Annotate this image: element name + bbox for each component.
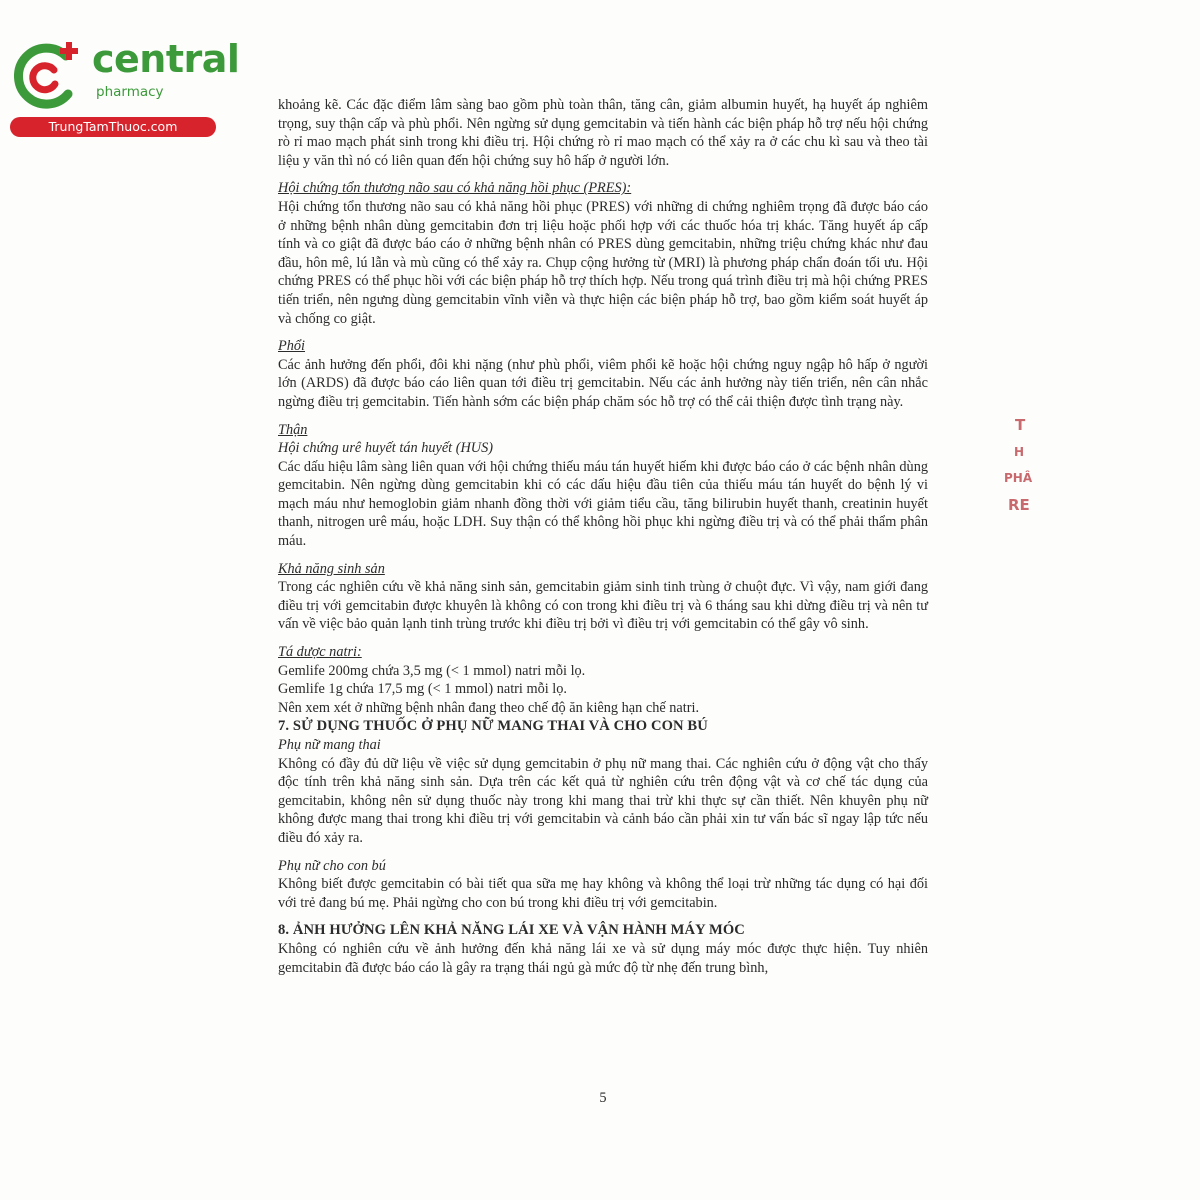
brand-name: central	[92, 37, 240, 81]
sodium-heading: Tá dược natri:	[278, 644, 362, 661]
fertility-paragraph: Trong các nghiên cứu về khả năng sinh sản, gemcitabin giảm sinh tinh trùng ở chuột đực. Vì vậy, nam giới đang điều trị với gemcitabin được khuyên là không có con trong khi điều trị và 6 tháng sau khi dừng điều trị và nên tư vấn về việc bảo quản lạnh tinh trùng trước khi điều trị bởi vì điều trị với gemcitabin có thể gây vô sinh.	[278, 579, 928, 633]
breastfeeding-paragraph: Không biết được gemcitabin có bài tiết qua sữa mẹ hay không và không thể loại trừ những tác dụng có hại đối với trẻ đang bú mẹ. Phải ngừng cho con bú trong khi điều trị với gemcitabin.	[278, 876, 928, 911]
page-number: 5	[599, 1090, 607, 1106]
fertility-heading: Khả năng sinh sản	[278, 560, 385, 577]
pregnant-paragraph: Không có đầy đủ dữ liệu về việc sử dụng gemcitabin ở phụ nữ mang thai. Các nghiên cứu ở động vật cho thấy độc tính trên khả năng sinh sản. Dựa trên các kết quả từ nghiên cứu trên động vật và cơ chế tác dụng của gemcitabin, không nên sử dụng thuốc này trong khi mang thai trừ khi thực sự cần thiết. Nên khuyên phụ nữ không được mang thai trong khi điều trị với gemcitabin và cảnh báo cần phải xin tư vấn bác sĩ ngay lập tức nếu điều đó xảy ra.	[278, 755, 928, 846]
pregnant-heading: Phụ nữ mang thai	[278, 737, 381, 753]
brand-url-badge[interactable]: TrungTamThuoc.com	[10, 117, 216, 137]
red-stamp-fragment	[1000, 398, 1040, 568]
pres-paragraph: Hội chứng tổn thương não sau có khả năng hồi phục (PRES) với những di chứng nghiêm trọng đã được báo cáo ở những bệnh nhân dùng gemcitabin đơn trị liệu hoặc phối hợp với các thuốc hóa trị khác. Tăng huyết áp cấp tính và co giật đã được báo cáo ở những bệnh nhân có PRES dùng gemcitabin, những triệu chứng khác như đau đầu, hôn mê, lú lẫn và mù cũng có thể xảy ra. Chụp cộng hưởng từ (MRI) là phương pháp chẩn đoán tối ưu. Hội chứng PRES có thể phục hồi với các biện pháp hỗ trợ thích hợp. Nếu trong quá trình điều trị mà hội chứng PRES tiến triển, nên ngưng dùng gemcitabin vĩnh viễn và thực hiện các biện pháp hỗ trợ, bao gồm kiểm soát huyết áp và chống co giật.	[278, 198, 928, 327]
pharmacy-logo[interactable]	[8, 36, 240, 136]
section-8-heading: 8. ẢNH HƯỞNG LÊN KHẢ NĂNG LÁI XE VÀ VẬN HÀNH MÁY MÓC	[278, 922, 745, 939]
stamp-text: T	[1015, 416, 1026, 434]
pharmacy-cross-icon	[8, 36, 88, 116]
document-page	[278, 96, 928, 977]
sodium-line: Nên xem xét ở những bệnh nhân đang theo chế độ ăn kiêng hạn chế natri.	[278, 699, 700, 716]
stamp-text: PHÂ	[1004, 471, 1033, 485]
hus-paragraph: Các dấu hiệu lâm sàng liên quan với hội chứng thiếu máu tán huyết hiếm khi được báo cáo ở các bệnh nhân dùng gemcitabin. Nên ngừng dùng gemcitabin khi có các dấu hiệu đầu tiên của thiếu máu tán huyết do bệnh lý vi mạch máu như hemoglobin giảm nhanh đồng thời với giảm tiểu cầu, tăng bilirubin huyết thanh, creatinin huyết thanh, nitrogen urê máu, hoặc LDH. Suy thận có thể không hồi phục khi ngừng điều trị và có thể phải thẩm phân máu.	[278, 458, 928, 550]
sodium-line: Gemlife 1g chứa 17,5 mg (< 1 mmol) natri mỗi lọ.	[278, 681, 567, 698]
stamp-text: H	[1014, 445, 1025, 459]
section-7-heading: 7. SỬ DỤNG THUỐC Ở PHỤ NỮ MANG THAI VÀ CHO CON BÚ	[278, 718, 708, 735]
pres-heading: Hội chứng tổn thương não sau có khả năng hồi phục (PRES):	[278, 180, 632, 197]
breastfeeding-heading: Phụ nữ cho con bú	[278, 857, 386, 874]
hus-heading: Hội chứng urê huyết tán huyết (HUS)	[278, 440, 494, 457]
stamp-text: RE	[1008, 496, 1030, 514]
section-8-paragraph: Không có nghiên cứu về ảnh hưởng đến khả năng lái xe và sử dụng máy móc được thực hiện. Tuy nhiên gemcitabin đã được báo cáo là gây ra trạng thái ngủ gà mức độ từ nhẹ đến trung bình,	[278, 940, 928, 976]
lung-paragraph: Các ảnh hưởng đến phổi, đôi khi nặng (như phù phổi, viêm phổi kẽ hoặc hội chứng nguy ngập hô hấp ở người lớn (ARDS) đã được báo cáo liên quan tới điều trị gemcitabin. Nếu các ảnh hưởng này tiến triển, nên cân nhắc ngừng điều trị gemcitabin. Tiến hành sớm các biện pháp chăm sóc hỗ trợ có thể cải thiện được tình trạng này.	[278, 356, 928, 410]
intro-paragraph: khoảng kẽ. Các đặc điểm lâm sàng bao gồm phù toàn thân, tăng cân, giảm albumin huyết, hạ huyết áp nghiêm trọng, suy thận cấp và phù phổi. Nên ngừng sử dụng gemcitabin và tiến hành các biện pháp hỗ trợ nếu hội chứng rò rỉ mao mạch phát sinh trong khi điều trị. Hội chứng rò rỉ mao mạch có thể xảy ra ở các chu kì sau và theo tài liệu y văn thì nó có liên quan đến hội chứng suy hô hấp ở người lớn.	[278, 97, 928, 169]
kidney-heading: Thận	[278, 421, 308, 438]
brand-subtitle: pharmacy	[96, 84, 164, 100]
lung-heading: Phổi	[278, 338, 306, 355]
sodium-line: Gemlife 200mg chứa 3,5 mg (< 1 mmol) natri mỗi lọ.	[278, 662, 586, 679]
